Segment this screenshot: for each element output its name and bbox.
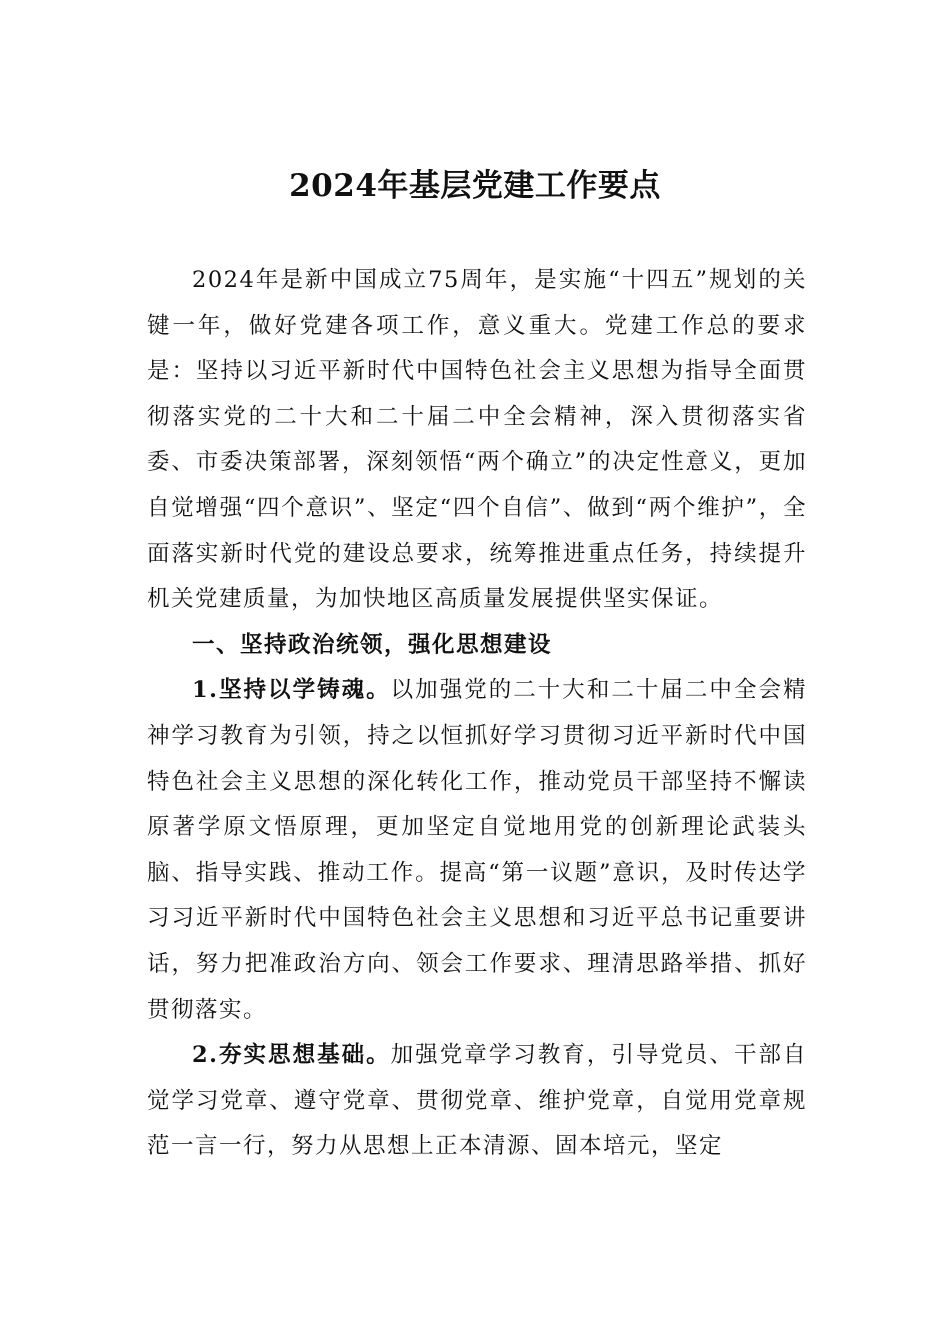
document-body <box>147 258 807 1170</box>
item-2-text: 加强党章学习教育，引导党员、干部自觉学习党章、遵守党章、贯彻党章、维护党章，自觉用党章规范一言一行，努力从思想上正本清源、固本培元，坚定 <box>147 1042 807 1160</box>
item-2-lead: 2.夯实思想基础。 <box>192 1042 391 1069</box>
section-heading-1: 一、坚持政治统领，强化思想建设 <box>192 631 553 658</box>
item-1-text: 以加强党的二十大和二十届二中全会精神学习教育为引领，持之以恒抓好学习贯彻习近平新时代中国特色社会主义思想的深化转化工作，推动党员干部坚持不懈读原著学原文悟原理，更加坚定自觉地用党的创新理论武装头脑、指导实践、推动工作。提高“第一议题”意识，及时传达学习习近平新时代中国特色社会主义思想和习近平总书记重要讲话，努力把准政治方向、领会工作要求、理清思路举措、抓好贯彻落实。 <box>147 677 807 1023</box>
item-1-paragraph <box>147 668 807 1033</box>
item-2-paragraph <box>147 1033 807 1170</box>
document-title: 2024年基层党建工作要点 <box>289 168 661 204</box>
item-1-lead: 1.坚持以学铸魂。 <box>192 677 391 704</box>
intro-paragraph: 2024年是新中国成立75周年，是实施“十四五”规划的关键一年，做好党建各项工作，意义重大。党建工作总的要求是：坚持以习近平新时代中国特色社会主义思想为指导全面贯彻落实党的二十大和二十届二中全会精神，深入贯彻落实省委、市委决策部署，深刻领悟“两个确立”的决定性意义，更加自觉增强“四个意识”、坚定“四个自信”、做到“两个维护”，全面落实新时代党的建设总要求，统筹推进重点任务，持续提升机关党建质量，为加快地区高质量发展提供坚实保证。 <box>147 267 807 613</box>
